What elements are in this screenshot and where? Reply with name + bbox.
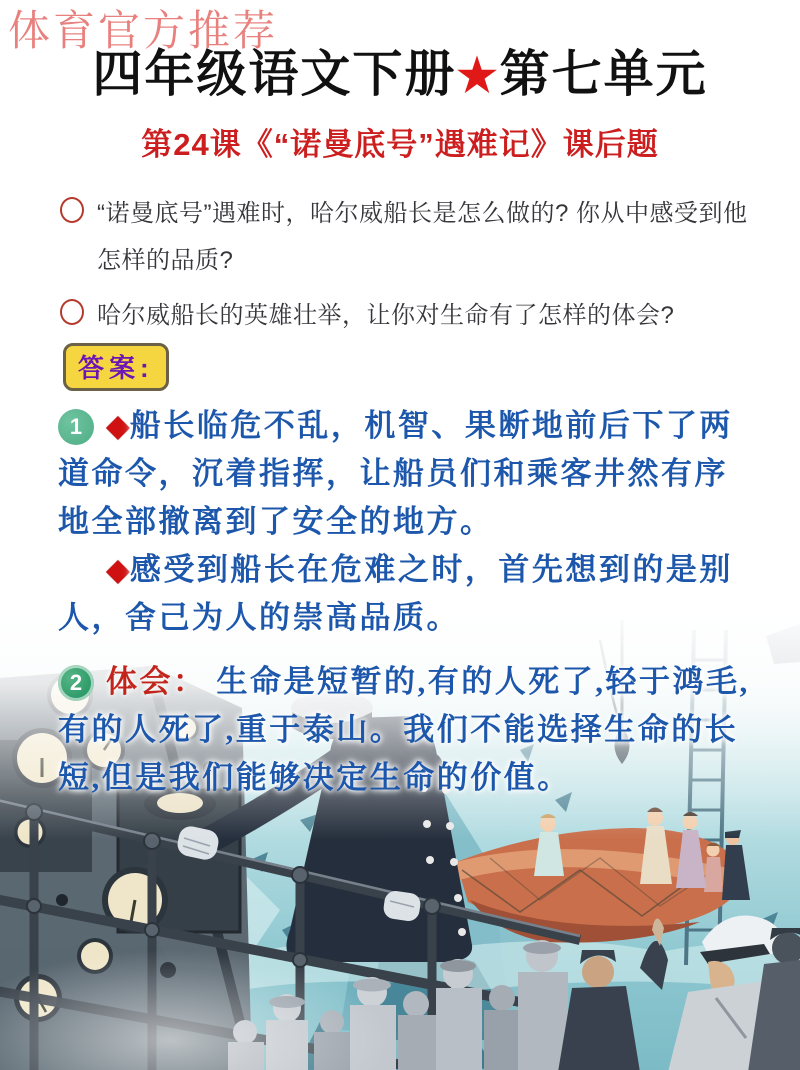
- question-item-2: [60, 292, 756, 339]
- question-item-1: [60, 190, 756, 284]
- answer-paragraph: [58, 658, 758, 802]
- circle-bullet-icon: [60, 197, 84, 223]
- answer-item-2: [58, 658, 758, 802]
- diamond-marker-icon: ◆: [106, 552, 130, 587]
- answer-item-1: [58, 402, 758, 642]
- title-prefix: 四年级语文下册: [92, 46, 457, 102]
- question-text: “诺曼底号”遇难时，哈尔威船长是怎么做的? 你从中感受到他怎样的品质?: [97, 200, 748, 274]
- number-badge-1: 1: [58, 409, 94, 445]
- answer-text: 生命是短暂的,有的人死了,轻于鸿毛,有的人死了,重于泰山。我们不能选择生命的长短,但是我们能够决定生命的价值。: [58, 664, 750, 795]
- title-suffix: 第七单元: [499, 46, 708, 102]
- diamond-marker-icon: ◆: [106, 408, 130, 443]
- answer-label-badge: 答案:: [63, 343, 169, 391]
- lesson-subtitle: 第24课《“诺曼底号”遇难记》课后题: [141, 127, 659, 162]
- star-icon: ★: [456, 50, 500, 101]
- question-text: 哈尔威船长的英雄壮举，让你对生命有了怎样的体会?: [97, 302, 675, 329]
- watermark-text: 体育官方推荐: [8, 9, 279, 55]
- answer-lead-label: 体会：: [106, 664, 207, 699]
- number-badge-2: 2: [58, 665, 94, 701]
- circle-bullet-icon: [60, 299, 84, 325]
- answer-paragraph: [58, 402, 758, 546]
- answer-text: 船长临危不乱，机智、果断地前后下了两道命令，沉着指挥，让船员们和乘客井然有序地全部撤离到了安全的地方。: [58, 408, 733, 539]
- answer-paragraph: [58, 546, 758, 642]
- answer-text: 感受到船长在危难之时，首先想到的是别人，舍己为人的崇高品质。: [58, 552, 733, 635]
